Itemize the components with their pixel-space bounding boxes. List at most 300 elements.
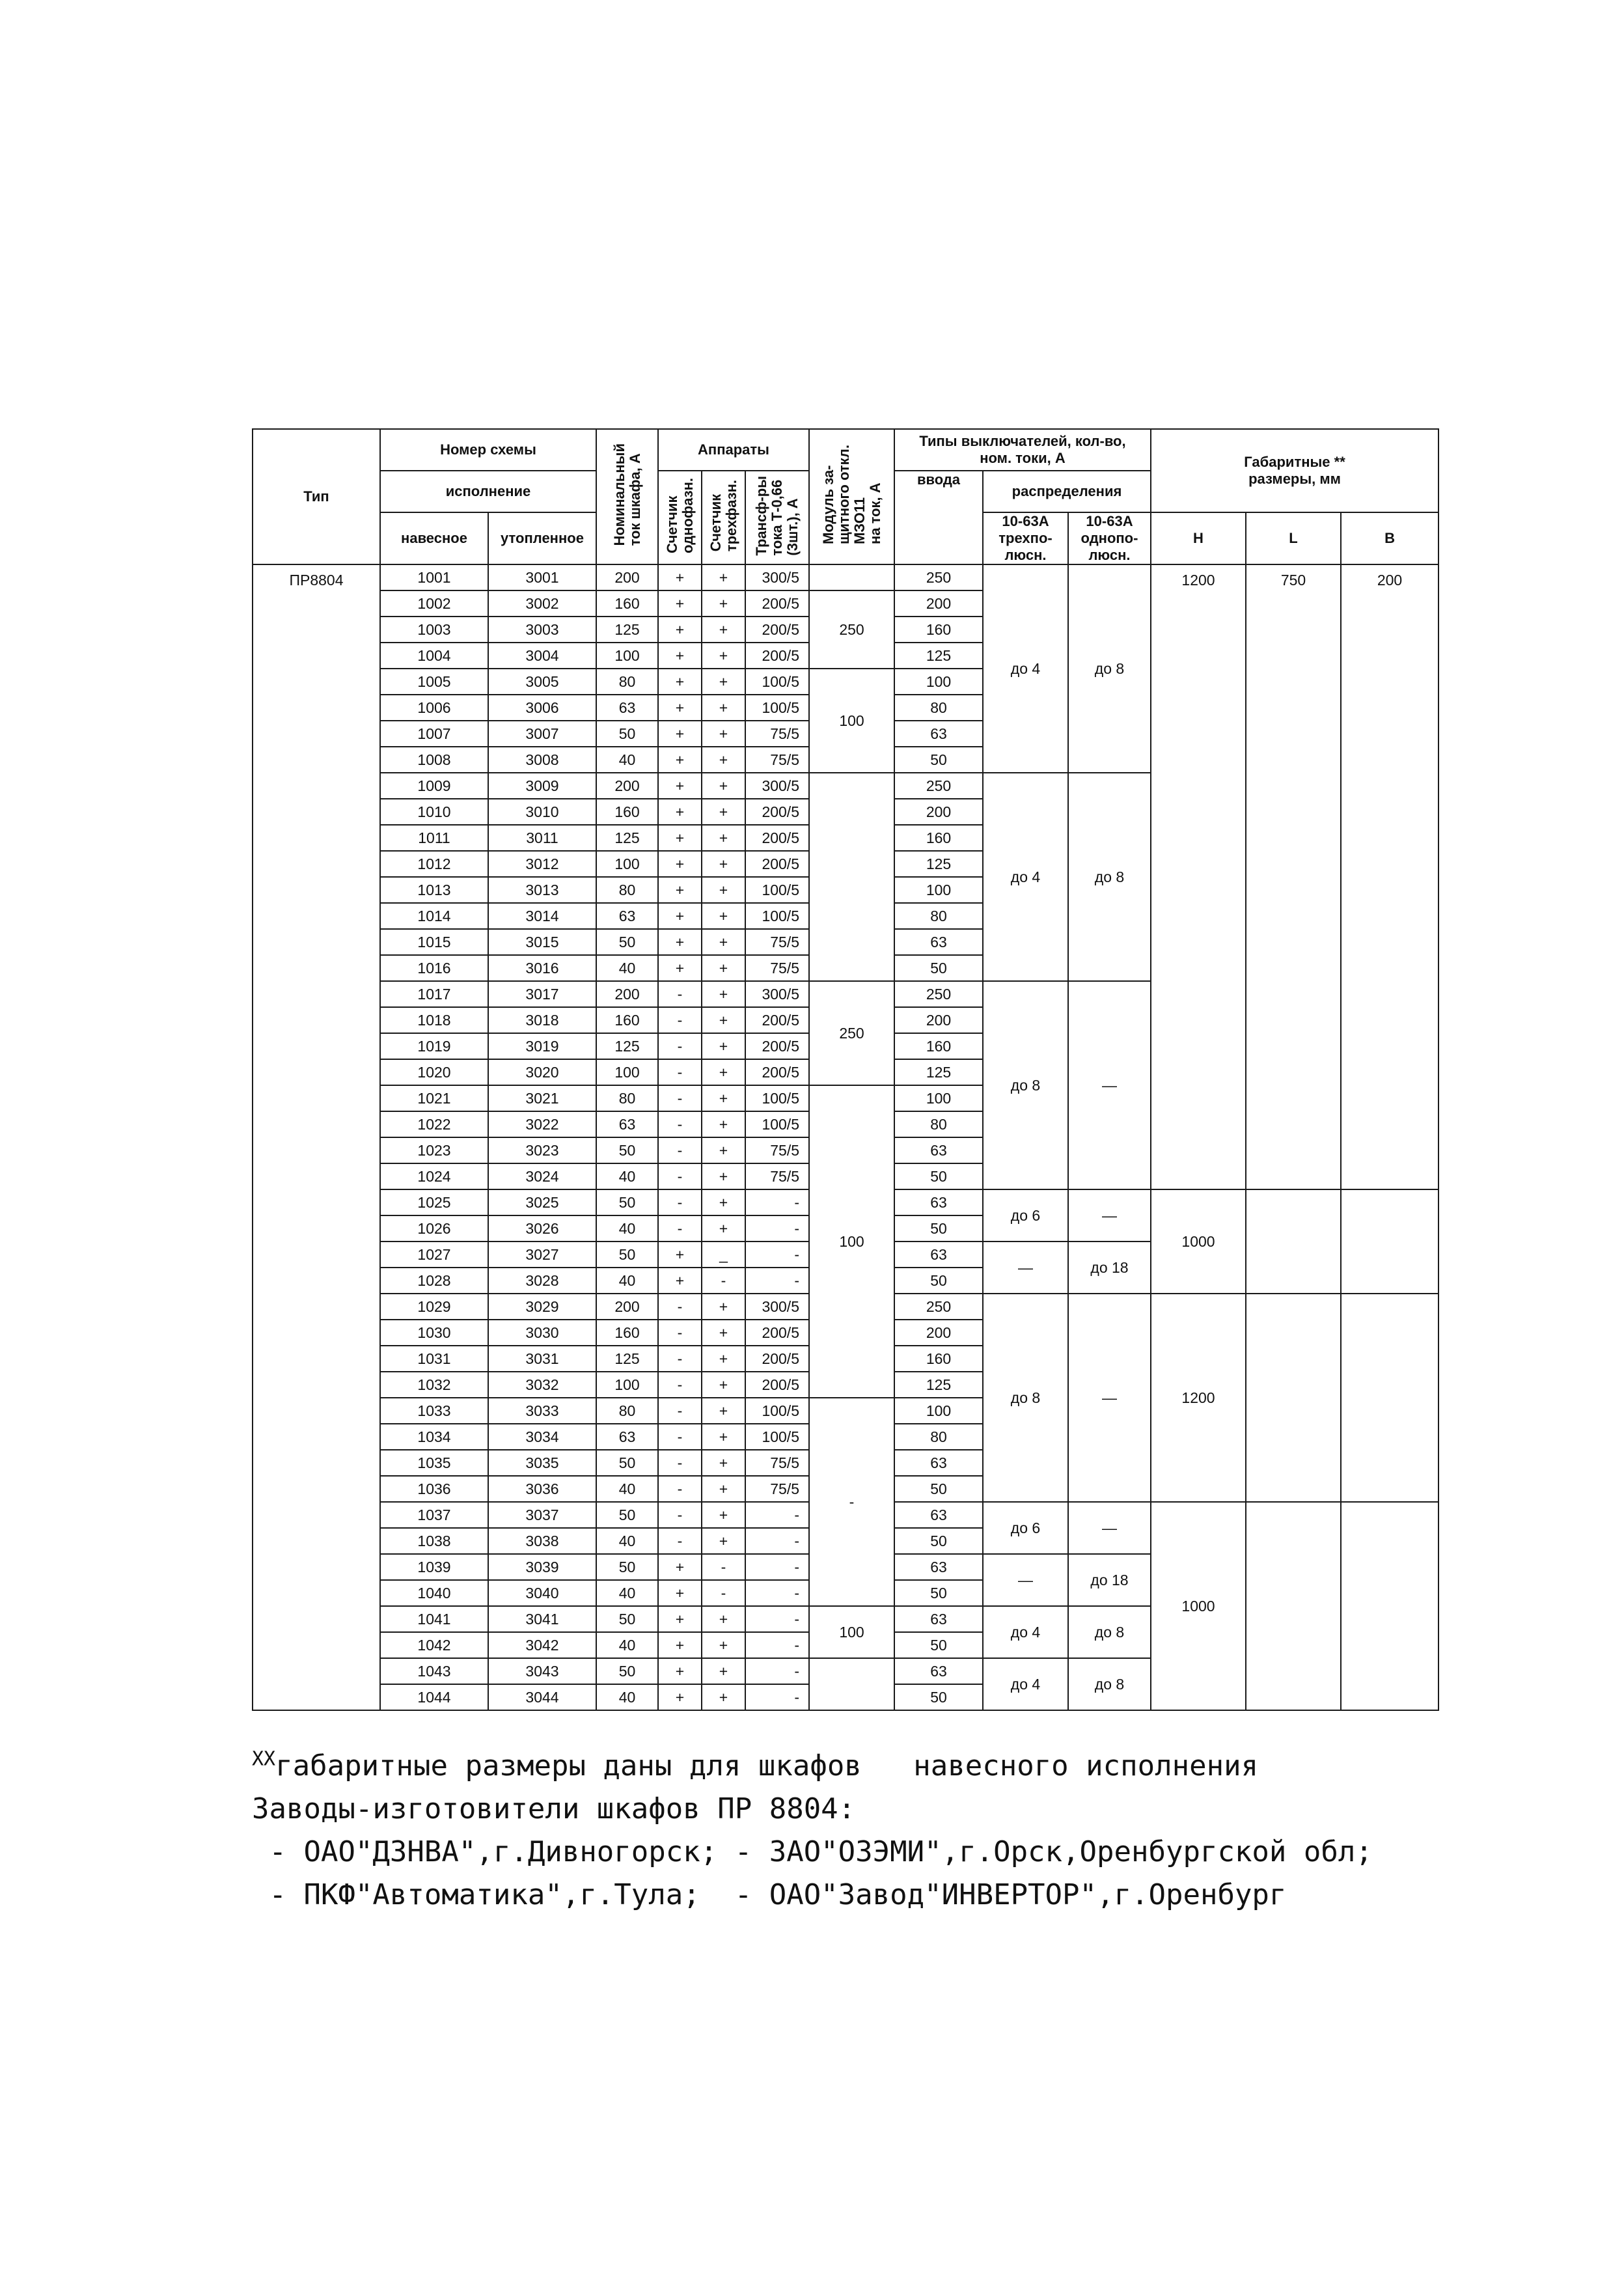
- cell-recessed: 3034: [488, 1424, 596, 1450]
- cell-module: 250: [809, 981, 894, 1085]
- cell-dim-l: [1246, 1294, 1341, 1502]
- cell-input: 63: [894, 1189, 983, 1215]
- cell-nominal-current: 40: [596, 1632, 658, 1658]
- cell-hanging: 1021: [380, 1085, 488, 1111]
- cell-nominal-current: 80: [596, 877, 658, 903]
- header-apparatus: Аппараты: [658, 429, 809, 471]
- cell-recessed: 3028: [488, 1268, 596, 1294]
- cell-transformers: 75/5: [745, 747, 809, 773]
- cell-meter-single: -: [658, 1137, 702, 1163]
- cell-transformers: 200/5: [745, 1372, 809, 1398]
- cell-input: 80: [894, 695, 983, 721]
- cell-input: 200: [894, 590, 983, 617]
- cell-meter-single: -: [658, 1215, 702, 1242]
- cell-transformers: 200/5: [745, 1320, 809, 1346]
- cell-transformers: -: [745, 1580, 809, 1606]
- cell-transformers: -: [745, 1268, 809, 1294]
- cell-input: 50: [894, 1163, 983, 1189]
- cell-dist-three: до 4: [983, 1606, 1068, 1658]
- cell-dim-l: [1246, 1189, 1341, 1294]
- footnote-marker: XX: [252, 1747, 276, 1771]
- cell-nominal-current: 50: [596, 1137, 658, 1163]
- header-dimensions: Габаритные ** размеры, мм: [1151, 429, 1438, 512]
- cell-transformers: -: [745, 1658, 809, 1684]
- cell-recessed: 3033: [488, 1398, 596, 1424]
- cell-meter-single: +: [658, 825, 702, 851]
- cell-transformers: 75/5: [745, 1163, 809, 1189]
- cell-meter-single: -: [658, 981, 702, 1007]
- cell-nominal-current: 50: [596, 1242, 658, 1268]
- notes-block: [252, 1745, 1521, 1917]
- cell-nominal-current: 50: [596, 929, 658, 955]
- cell-module: [809, 564, 894, 590]
- cell-meter-three: +: [702, 1007, 745, 1033]
- cell-nominal-current: 100: [596, 851, 658, 877]
- cell-transformers: 200/5: [745, 825, 809, 851]
- cell-meter-single: -: [658, 1085, 702, 1111]
- cell-nominal-current: 125: [596, 825, 658, 851]
- cell-meter-single: -: [658, 1372, 702, 1398]
- cell-meter-three: _: [702, 1242, 745, 1268]
- cell-hanging: 1025: [380, 1189, 488, 1215]
- cell-nominal-current: 50: [596, 1450, 658, 1476]
- cell-input: 160: [894, 617, 983, 643]
- cell-hanging: 1015: [380, 929, 488, 955]
- cell-meter-three: +: [702, 1632, 745, 1658]
- cell-input: 160: [894, 825, 983, 851]
- cell-transformers: -: [745, 1528, 809, 1554]
- cell-hanging: 1043: [380, 1658, 488, 1684]
- cell-meter-single: +: [658, 1606, 702, 1632]
- cell-dist-single: до 8: [1068, 1606, 1151, 1658]
- cell-transformers: 200/5: [745, 590, 809, 617]
- cell-nominal-current: 50: [596, 1189, 658, 1215]
- cell-input: 63: [894, 1606, 983, 1632]
- cell-meter-single: +: [658, 1580, 702, 1606]
- manufacturers-title: Заводы-изготовители шкафов ПР 8804:: [252, 1792, 856, 1825]
- cell-nominal-current: 80: [596, 1398, 658, 1424]
- cell-input: 200: [894, 1320, 983, 1346]
- cell-dist-three: —: [983, 1554, 1068, 1606]
- cell-meter-single: +: [658, 617, 702, 643]
- cell-meter-single: -: [658, 1450, 702, 1476]
- cell-recessed: 3006: [488, 695, 596, 721]
- cell-meter-three: +: [702, 564, 745, 590]
- cell-transformers: -: [745, 1502, 809, 1528]
- cell-meter-single: +: [658, 643, 702, 669]
- cell-hanging: 1024: [380, 1163, 488, 1189]
- cell-nominal-current: 63: [596, 1424, 658, 1450]
- cell-nominal-current: 40: [596, 1684, 658, 1710]
- cell-hanging: 1010: [380, 799, 488, 825]
- cell-nominal-current: 160: [596, 590, 658, 617]
- cell-hanging: 1038: [380, 1528, 488, 1554]
- cell-nominal-current: 80: [596, 1085, 658, 1111]
- cell-meter-three: -: [702, 1554, 745, 1580]
- cell-nominal-current: 63: [596, 1111, 658, 1137]
- header-dist-three: 10-63А трехпо- люсн.: [983, 512, 1068, 564]
- cell-transformers: 100/5: [745, 669, 809, 695]
- cell-hanging: 1030: [380, 1320, 488, 1346]
- cell-transformers: 100/5: [745, 1085, 809, 1111]
- cell-transformers: 200/5: [745, 851, 809, 877]
- header-nominal-current: Номинальный ток шкафа, А: [596, 429, 658, 564]
- cell-input: 250: [894, 564, 983, 590]
- cell-nominal-current: 160: [596, 1007, 658, 1033]
- cell-transformers: 300/5: [745, 1294, 809, 1320]
- cell-transformers: 200/5: [745, 1059, 809, 1085]
- cell-recessed: 3026: [488, 1215, 596, 1242]
- cell-dim-b: 200: [1341, 564, 1438, 1189]
- cell-recessed: 3029: [488, 1294, 596, 1320]
- cell-hanging: 1011: [380, 825, 488, 851]
- cell-recessed: 3043: [488, 1658, 596, 1684]
- cell-meter-three: +: [702, 617, 745, 643]
- cell-transformers: 75/5: [745, 1450, 809, 1476]
- cell-meter-three: +: [702, 1137, 745, 1163]
- cell-nominal-current: 100: [596, 1059, 658, 1085]
- cell-meter-three: +: [702, 929, 745, 955]
- cell-meter-three: +: [702, 1528, 745, 1554]
- cell-transformers: 100/5: [745, 695, 809, 721]
- cell-meter-three: +: [702, 1606, 745, 1632]
- cell-meter-three: +: [702, 851, 745, 877]
- cell-hanging: 1040: [380, 1580, 488, 1606]
- cell-recessed: 3014: [488, 903, 596, 929]
- header-l: L: [1246, 512, 1341, 564]
- cell-meter-three: +: [702, 955, 745, 981]
- cell-input: 50: [894, 747, 983, 773]
- cell-meter-three: -: [702, 1580, 745, 1606]
- cell-transformers: -: [745, 1606, 809, 1632]
- cell-nominal-current: 40: [596, 1580, 658, 1606]
- cell-input: 63: [894, 721, 983, 747]
- manufacturers-line: - ПКФ"Автоматика",г.Тула; - ОАО"Завод"ИНВЕРТОР",г.Оренбург: [252, 1878, 1287, 1911]
- cell-meter-single: +: [658, 1554, 702, 1580]
- cell-meter-single: +: [658, 903, 702, 929]
- cell-input: 80: [894, 903, 983, 929]
- header-breakers: Типы выключателей, кол-во, ном. токи, А: [894, 429, 1151, 471]
- cell-meter-three: +: [702, 799, 745, 825]
- cell-meter-three: +: [702, 1320, 745, 1346]
- cell-nominal-current: 80: [596, 669, 658, 695]
- cell-meter-three: +: [702, 1059, 745, 1085]
- cell-meter-three: +: [702, 721, 745, 747]
- cell-meter-single: +: [658, 773, 702, 799]
- header-execution: исполнение: [380, 471, 596, 512]
- cell-input: 50: [894, 1632, 983, 1658]
- cell-recessed: 3005: [488, 669, 596, 695]
- cell-hanging: 1019: [380, 1033, 488, 1059]
- cell-recessed: 3003: [488, 617, 596, 643]
- cell-nominal-current: 100: [596, 1372, 658, 1398]
- type-cell: ПР8804: [253, 564, 380, 1710]
- cell-recessed: 3001: [488, 564, 596, 590]
- cell-dist-three: до 4: [983, 1658, 1068, 1710]
- cell-meter-three: +: [702, 1294, 745, 1320]
- cell-meter-three: +: [702, 1189, 745, 1215]
- cell-hanging: 1002: [380, 590, 488, 617]
- cell-recessed: 3020: [488, 1059, 596, 1085]
- cell-hanging: 1018: [380, 1007, 488, 1033]
- header-distribution: распределения: [983, 471, 1151, 512]
- cell-input: 80: [894, 1424, 983, 1450]
- cell-nominal-current: 40: [596, 1476, 658, 1502]
- cell-transformers: 75/5: [745, 929, 809, 955]
- cell-meter-single: -: [658, 1424, 702, 1450]
- cell-meter-three: -: [702, 1268, 745, 1294]
- cell-nominal-current: 50: [596, 1554, 658, 1580]
- cell-hanging: 1006: [380, 695, 488, 721]
- footnote-text: габаритные размеры даны для шкафов навесного исполнения: [275, 1749, 1259, 1783]
- cell-dist-single: до 8: [1068, 1658, 1151, 1710]
- cell-dist-single: до 18: [1068, 1242, 1151, 1294]
- header-type: Тип: [253, 429, 380, 564]
- cell-hanging: 1017: [380, 981, 488, 1007]
- header-meter-single: Счетчик однофазн.: [658, 471, 702, 564]
- cell-dim-b: [1341, 1502, 1438, 1710]
- cell-nominal-current: 200: [596, 773, 658, 799]
- cell-meter-single: +: [658, 564, 702, 590]
- cell-meter-single: +: [658, 1268, 702, 1294]
- cell-transformers: 100/5: [745, 903, 809, 929]
- cell-nominal-current: 50: [596, 721, 658, 747]
- cell-input: 125: [894, 1372, 983, 1398]
- cell-transformers: -: [745, 1242, 809, 1268]
- cell-transformers: -: [745, 1632, 809, 1658]
- cell-input: 100: [894, 669, 983, 695]
- cell-input: 50: [894, 1580, 983, 1606]
- cell-recessed: 3002: [488, 590, 596, 617]
- cell-meter-three: +: [702, 981, 745, 1007]
- table-row: [253, 564, 1438, 590]
- cell-meter-three: +: [702, 747, 745, 773]
- cell-dist-three: до 6: [983, 1502, 1068, 1554]
- cell-recessed: 3009: [488, 773, 596, 799]
- cell-transformers: 300/5: [745, 981, 809, 1007]
- cell-hanging: 1029: [380, 1294, 488, 1320]
- cell-hanging: 1027: [380, 1242, 488, 1268]
- cell-nominal-current: 63: [596, 695, 658, 721]
- cell-nominal-current: 200: [596, 564, 658, 590]
- cell-meter-three: +: [702, 1085, 745, 1111]
- header-meter-three: Счетчик трехфазн.: [702, 471, 745, 564]
- cell-meter-single: +: [658, 590, 702, 617]
- header-scheme-number: Номер схемы: [380, 429, 596, 471]
- cell-hanging: 1007: [380, 721, 488, 747]
- cell-nominal-current: 40: [596, 1268, 658, 1294]
- cell-input: 50: [894, 1476, 983, 1502]
- cell-nominal-current: 160: [596, 1320, 658, 1346]
- cell-dim-b: [1341, 1294, 1438, 1502]
- cell-nominal-current: 40: [596, 1528, 658, 1554]
- cell-recessed: 3008: [488, 747, 596, 773]
- cell-transformers: 200/5: [745, 617, 809, 643]
- cell-dist-three: до 6: [983, 1189, 1068, 1242]
- cell-dist-three: до 4: [983, 773, 1068, 981]
- cell-meter-single: -: [658, 1346, 702, 1372]
- cell-nominal-current: 200: [596, 981, 658, 1007]
- cell-recessed: 3024: [488, 1163, 596, 1189]
- cell-hanging: 1012: [380, 851, 488, 877]
- cell-dim-h: 1000: [1151, 1502, 1246, 1710]
- cell-meter-single: +: [658, 955, 702, 981]
- cell-transformers: 300/5: [745, 773, 809, 799]
- cell-meter-three: +: [702, 825, 745, 851]
- cell-recessed: 3016: [488, 955, 596, 981]
- cell-module: -: [809, 1398, 894, 1606]
- cell-meter-single: -: [658, 1320, 702, 1346]
- cell-meter-single: +: [658, 1658, 702, 1684]
- cell-meter-three: +: [702, 773, 745, 799]
- cell-recessed: 3013: [488, 877, 596, 903]
- cell-hanging: 1044: [380, 1684, 488, 1710]
- cell-meter-single: -: [658, 1294, 702, 1320]
- cell-input: 100: [894, 1085, 983, 1111]
- footnote: [252, 1745, 1521, 1788]
- cell-meter-single: -: [658, 1033, 702, 1059]
- cell-meter-single: +: [658, 721, 702, 747]
- cell-hanging: 1014: [380, 903, 488, 929]
- cell-meter-single: -: [658, 1502, 702, 1528]
- cell-dim-h: 1200: [1151, 564, 1246, 1189]
- cell-recessed: 3017: [488, 981, 596, 1007]
- cell-input: 250: [894, 773, 983, 799]
- cell-transformers: 200/5: [745, 799, 809, 825]
- cell-hanging: 1034: [380, 1424, 488, 1450]
- cell-meter-three: +: [702, 1502, 745, 1528]
- cell-meter-single: -: [658, 1476, 702, 1502]
- cell-meter-single: +: [658, 929, 702, 955]
- cell-nominal-current: 200: [596, 1294, 658, 1320]
- table-body: [253, 564, 1438, 1710]
- cell-input: 200: [894, 799, 983, 825]
- cell-hanging: 1008: [380, 747, 488, 773]
- cell-input: 100: [894, 877, 983, 903]
- cell-dist-single: —: [1068, 981, 1151, 1189]
- cell-hanging: 1022: [380, 1111, 488, 1137]
- cell-meter-three: +: [702, 1346, 745, 1372]
- header-input: ввода: [894, 471, 983, 564]
- cell-transformers: 100/5: [745, 877, 809, 903]
- cell-hanging: 1016: [380, 955, 488, 981]
- cell-meter-single: -: [658, 1163, 702, 1189]
- cell-input: 50: [894, 1268, 983, 1294]
- cell-nominal-current: 50: [596, 1502, 658, 1528]
- cell-meter-three: +: [702, 643, 745, 669]
- cell-transformers: 200/5: [745, 1007, 809, 1033]
- cell-recessed: 3039: [488, 1554, 596, 1580]
- cell-dist-single: до 8: [1068, 564, 1151, 773]
- cell-transformers: -: [745, 1554, 809, 1580]
- cell-input: 125: [894, 851, 983, 877]
- cell-hanging: 1003: [380, 617, 488, 643]
- cell-transformers: 200/5: [745, 1033, 809, 1059]
- cell-input: 50: [894, 1215, 983, 1242]
- cell-recessed: 3018: [488, 1007, 596, 1033]
- cell-nominal-current: 125: [596, 617, 658, 643]
- cell-input: 160: [894, 1033, 983, 1059]
- cell-meter-three: +: [702, 1215, 745, 1242]
- cell-recessed: 3015: [488, 929, 596, 955]
- cell-recessed: 3010: [488, 799, 596, 825]
- cell-transformers: 100/5: [745, 1398, 809, 1424]
- cell-hanging: 1036: [380, 1476, 488, 1502]
- cell-module: 250: [809, 590, 894, 669]
- cell-dim-l: 750: [1246, 564, 1341, 1189]
- cell-transformers: 200/5: [745, 643, 809, 669]
- cell-meter-three: +: [702, 1111, 745, 1137]
- cell-module: [809, 1658, 894, 1710]
- cell-dist-single: до 8: [1068, 773, 1151, 981]
- cell-input: 160: [894, 1346, 983, 1372]
- cell-recessed: 3032: [488, 1372, 596, 1398]
- cell-input: 100: [894, 1398, 983, 1424]
- cell-hanging: 1004: [380, 643, 488, 669]
- cell-meter-three: +: [702, 1450, 745, 1476]
- cell-recessed: 3027: [488, 1242, 596, 1268]
- cell-meter-single: +: [658, 1684, 702, 1710]
- cell-nominal-current: 40: [596, 1215, 658, 1242]
- cell-meter-single: -: [658, 1398, 702, 1424]
- cell-input: 125: [894, 643, 983, 669]
- cell-transformers: 75/5: [745, 1476, 809, 1502]
- cell-recessed: 3030: [488, 1320, 596, 1346]
- cell-dist-three: до 8: [983, 1294, 1068, 1502]
- cell-nominal-current: 160: [596, 799, 658, 825]
- cell-input: 63: [894, 929, 983, 955]
- cell-recessed: 3004: [488, 643, 596, 669]
- cell-meter-single: +: [658, 669, 702, 695]
- cell-recessed: 3035: [488, 1450, 596, 1476]
- cell-hanging: 1028: [380, 1268, 488, 1294]
- cell-dim-l: [1246, 1502, 1341, 1710]
- cell-meter-single: +: [658, 1242, 702, 1268]
- spec-table: [252, 428, 1439, 1711]
- cell-recessed: 3025: [488, 1189, 596, 1215]
- cell-input: 50: [894, 955, 983, 981]
- cell-module: 100: [809, 1606, 894, 1658]
- cell-meter-three: +: [702, 695, 745, 721]
- cell-transformers: 300/5: [745, 564, 809, 590]
- cell-dist-three: до 4: [983, 564, 1068, 773]
- cell-recessed: 3012: [488, 851, 596, 877]
- cell-hanging: 1039: [380, 1554, 488, 1580]
- cell-input: 63: [894, 1554, 983, 1580]
- cell-hanging: 1020: [380, 1059, 488, 1085]
- cell-recessed: 3031: [488, 1346, 596, 1372]
- cell-recessed: 3041: [488, 1606, 596, 1632]
- manufacturers-line: - ОАО"ДЗНВА",г.Дивногорск; - ЗАО"ОЗЭМИ",г.Орск,Оренбургской обл;: [252, 1835, 1373, 1868]
- cell-module: [809, 773, 894, 981]
- cell-recessed: 3023: [488, 1137, 596, 1163]
- cell-nominal-current: 100: [596, 643, 658, 669]
- cell-nominal-current: 40: [596, 955, 658, 981]
- cell-recessed: 3007: [488, 721, 596, 747]
- cell-transformers: 100/5: [745, 1424, 809, 1450]
- cell-input: 50: [894, 1684, 983, 1710]
- header-transformers: Трансф-ры тока Т-0,66 (3шт.), А: [745, 471, 809, 564]
- cell-input: 125: [894, 1059, 983, 1085]
- cell-dim-h: 1000: [1151, 1189, 1246, 1294]
- cell-transformers: 75/5: [745, 1137, 809, 1163]
- cell-dim-h: 1200: [1151, 1294, 1246, 1502]
- cell-hanging: 1033: [380, 1398, 488, 1424]
- cell-recessed: 3011: [488, 825, 596, 851]
- cell-recessed: 3042: [488, 1632, 596, 1658]
- cell-hanging: 1032: [380, 1372, 488, 1398]
- cell-hanging: 1042: [380, 1632, 488, 1658]
